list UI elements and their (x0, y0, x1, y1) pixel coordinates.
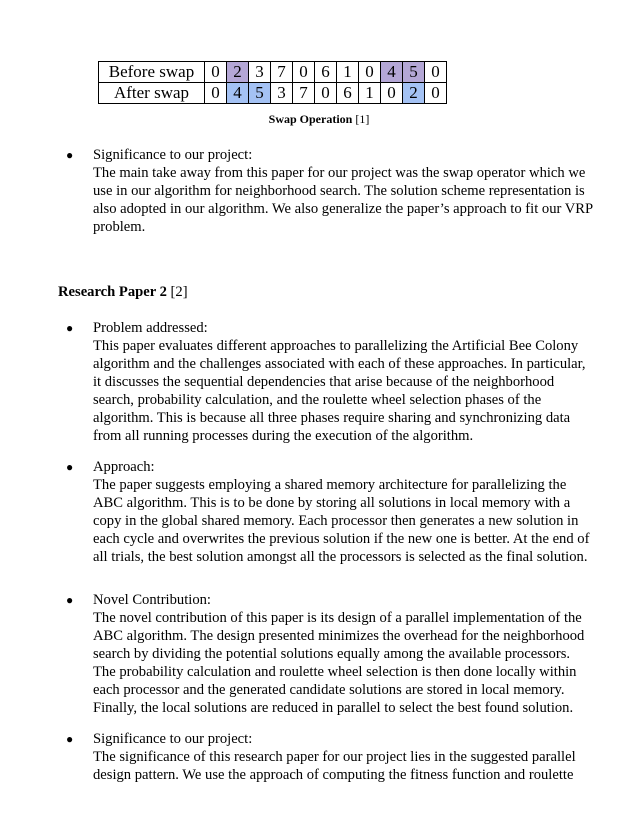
cell: 0 (425, 62, 447, 83)
bullet-body: The paper suggests employing a shared memory architecture for parallelizing the ABC algorithm. This is to be done by storing all solutions in local memory with a copy in the global shared memory. Each processor then generates a new solution in each cycle and overwrites the previous solution if the new one is better. At the end of all trials, the best solution amongst all the processors is selected as the final solution. (93, 477, 590, 565)
cell-highlighted: 5 (249, 83, 271, 104)
cell-highlighted: 4 (381, 62, 403, 83)
cell: 6 (315, 62, 337, 83)
bullet-label: Novel Contribution: (93, 592, 211, 608)
cell-highlighted: 5 (403, 62, 425, 83)
cell: 0 (205, 83, 227, 104)
cell: 0 (381, 83, 403, 104)
cell-highlighted: 4 (227, 83, 249, 104)
bullet-label: Significance to our project: (93, 147, 253, 163)
bullet-label: Approach: (93, 459, 155, 475)
cell: 0 (359, 62, 381, 83)
bullet-body: The significance of this research paper for our project lies in the suggested parallel design pattern. We use the approach of computing the fitness function and roulette (93, 749, 576, 783)
caption-title: Swap Operation (268, 112, 353, 126)
heading-title: Research Paper 2 (58, 284, 167, 300)
cell: 0 (205, 62, 227, 83)
bullet-body: This paper evaluates different approaches to parallelizing the Artificial Bee Colony algorithm and the challenges associated with each of these approaches. In particular, it discusses the sequential dependencies that arise because of the neighborhood search, probability calculation, and the roulette wheel selection phases of the algorithm. This is because all three phases require sharing and synchronizing data from all running processes during the execution of the algorithm. (93, 338, 586, 444)
bullet-icon: ● (66, 321, 74, 335)
cell: 7 (271, 62, 293, 83)
section-heading (58, 283, 188, 301)
bullet-icon: ● (66, 460, 74, 474)
cell: 6 (337, 83, 359, 104)
cell: 1 (359, 83, 381, 104)
table-caption (0, 112, 638, 127)
cell: 0 (315, 83, 337, 104)
cell: 1 (337, 62, 359, 83)
heading-ref: [2] (170, 284, 188, 300)
swap-operation-table (98, 61, 447, 104)
bullet-label: Significance to our project: (93, 731, 253, 747)
before-swap-row (99, 62, 447, 83)
row-label: Before swap (99, 62, 205, 83)
bullet-icon: ● (66, 148, 74, 162)
bullet-icon: ● (66, 593, 74, 607)
bullet-icon: ● (66, 732, 74, 746)
cell-highlighted: 2 (227, 62, 249, 83)
cell: 0 (293, 62, 315, 83)
after-swap-row (99, 83, 447, 104)
bullet-body: The novel contribution of this paper is its design of a parallel implementation of the ABC algorithm. The design presented minimizes the overhead for the neighborhood search by dividing the potential solutions equally among the available processors. The probability calculation and roulette wheel selection is then done locally within each processor and the generated candidate solutions are stored in local memory. Finally, the local solutions are reduced in parallel to select the best found solution. (93, 610, 585, 716)
bullet-body: The main take away from this paper for our project was the swap operator which we use in our algorithm for neighborhood search. The solution scheme representation is also adopted in our algorithm. We also generalize the paper’s approach to fit our VRP problem. (93, 165, 593, 235)
cell: 3 (271, 83, 293, 104)
cell: 0 (425, 83, 447, 104)
bullet-label: Problem addressed: (93, 320, 208, 336)
cell: 7 (293, 83, 315, 104)
caption-ref: [1] (355, 112, 370, 126)
cell: 3 (249, 62, 271, 83)
cell-highlighted: 2 (403, 83, 425, 104)
row-label: After swap (99, 83, 205, 104)
